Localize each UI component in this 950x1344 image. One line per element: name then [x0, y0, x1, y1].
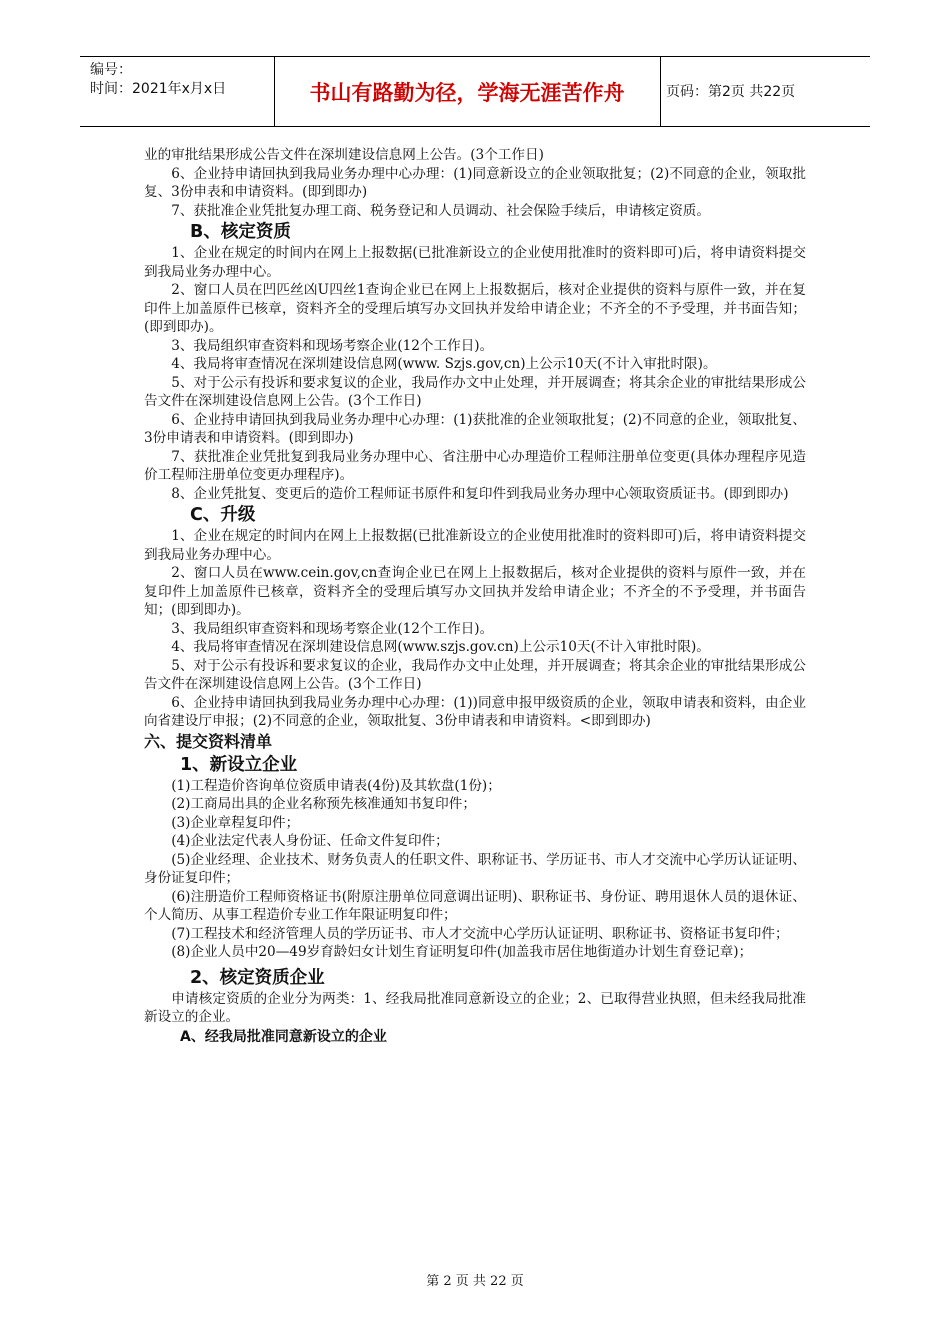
list-item: (1)工程造价咨询单位资质申请表(4份)及其软盘(1份)； — [171, 777, 501, 794]
paragraph: 5、对于公示有投诉和要求复议的企业，我局作办文中止处理，并开展调查；将其余企业的审批结果形成公告文件在深圳建设信息网上公告。(3个工作日) — [144, 374, 806, 409]
list-item: (8)企业人员中20—49岁育龄妇女计划生育证明复印件(加盖我市居住地街道办计划生育登记章)； — [171, 944, 753, 960]
paragraph: 8、企业凭批复、变更后的造价工程师证书原件和复印件到我局业务办理中心领取资质证书。(即到即办) — [171, 485, 789, 502]
list-item: (7)工程技术和经济管理人员的学历证书、市人才交流中心学历认证证明、职称证书、资格证书复印件； — [171, 925, 789, 942]
list-item: (5)企业经理、企业技术、财务负责人的任职文件、职称证书、学历证书、市人才交流中心学历认证证明、身份证复印件； — [144, 851, 806, 886]
paragraph: 6、企业持申请回执到我局业务办理中心办理：(1)同意新设立的企业领取批复；(2)不同意的企业，领取批复、3份申表和申请资料。(即到即办) — [144, 165, 806, 200]
paragraph: 6、企业持申请回执到我局业务办理中心办理：(1)获批准的企业领取批复；(2)不同意的企业，领取批复、3份申请表和申请资料。(即到即办) — [144, 411, 806, 446]
page-footer: 第 2 页 共 22 页 — [426, 1274, 524, 1289]
paragraph: 7、获批准企业凭批复办理工商、税务登记和人员调动、社会保险手续后，申请核定资质。 — [171, 202, 710, 219]
page-header — [80, 56, 870, 127]
paragraph: 5、对于公示有投诉和要求复议的企业，我局作办文中止处理，并开展调查；将其余企业的审批结果形成公告文件在深圳建设信息网上公告。(3个工作日) — [144, 657, 806, 692]
paragraph: 2、窗口人员在www.cein.gov,cn查询企业已在网上上报数据后，核对企业提供的资料与原件一致，并在复印件上加盖原件已核章，资料齐全的受理后填写办文回执并发给申请企业；不齐全的不予受理，并书面告知；(即到即办)。 — [144, 565, 806, 618]
header-page-info: 页码：第2页 共22页 — [666, 84, 796, 100]
header-motto: 书山有路勤为径，学海无涯苦作舟 — [309, 80, 625, 105]
paragraph: 4、我局将审查情况在深圳建设信息网(www.szjs.gov.cn)上公示10天(不计入审批时限)。 — [171, 639, 710, 655]
paragraph: 3、我局组织审查资料和现场考察企业(12个工作日)。 — [171, 620, 494, 637]
section-heading-b: B、核定资质 — [190, 222, 291, 242]
paragraph: 3、我局组织审查资料和现场考察企业(12个工作日)。 — [171, 337, 494, 354]
paragraph: 2、窗口人员在凹匹丝凶U四丝1查询企业已在网上上报数据后，核对企业提供的资料与原件一致，并在复印件上加盖原件已核章，资料齐全的受理后填写办文回执并发给申请企业；不齐全的不予受理，并书面告知；(即到即办)。 — [144, 282, 806, 335]
subsection-heading-new-enterprise: 1、新设立企业 — [180, 754, 298, 775]
subsection-heading-qualification: 2、核定资质企业 — [190, 967, 325, 988]
document-body — [144, 146, 806, 1047]
paragraph: 7、获批准企业凭批复到我局业务办理中心、省注册中心办理造价工程师注册单位变更(具体办理程序见造价工程师注册单位变更办理程序)。 — [144, 448, 806, 483]
paragraph: 1、企业在规定的时间内在网上上报数据(已批准新设立的企业使用批准时的资料即可)后，将申请资料提交到我局业务办理中心。 — [144, 245, 806, 280]
subsection-heading-a: A、经我局批准同意新设立的企业 — [180, 1028, 387, 1045]
paragraph: 业的审批结果形成公告文件在深圳建设信息网上公告。(3个工作日) — [144, 147, 544, 163]
paragraph: 4、我局将审查情况在深圳建设信息网(www. Szjs.gov,cn)上公示10天(不计入审批时限)。 — [171, 356, 717, 372]
header-divider — [660, 57, 661, 126]
list-item: (3)企业章程复印件； — [171, 814, 300, 831]
paragraph: 6、企业持申请回执到我局业务办理中心办理：(1))同意申报甲级资质的企业，领取申请表和资料，由企业向省建设厅申报；(2)不同意的企业，领取批复、3份申请表和申请资料。<即到即办) — [144, 694, 806, 729]
paragraph: 申请核定资质的企业分为两类：1、经我局批准同意新设立的企业；2、已取得营业执照，但未经我局批准新设立的企业。 — [144, 990, 806, 1025]
document-number-label: 编号： — [90, 62, 132, 78]
list-item: (2)工商局出具的企业名称预先核准通知书复印件； — [171, 796, 476, 812]
section-heading-c: C、升级 — [190, 505, 256, 525]
list-item: (4)企业法定代表人身份证、任命文件复印件； — [171, 833, 449, 849]
paragraph: 1、企业在规定的时间内在网上上报数据(已批准新设立的企业使用批准时的资料即可)后，将申请资料提交到我局业务办理中心。 — [144, 528, 806, 563]
section-heading-six: 六、提交资料清单 — [144, 731, 273, 751]
list-item: (6)注册造价工程师资格证书(附原注册单位同意调出证明)、职称证书、身份证、聘用退休人员的退休证、个人简历、从事工程造价专业工作年限证明复印件； — [144, 888, 806, 923]
document-time-label: 时间：2021年x月x日 — [90, 81, 227, 97]
header-meta — [90, 61, 290, 99]
